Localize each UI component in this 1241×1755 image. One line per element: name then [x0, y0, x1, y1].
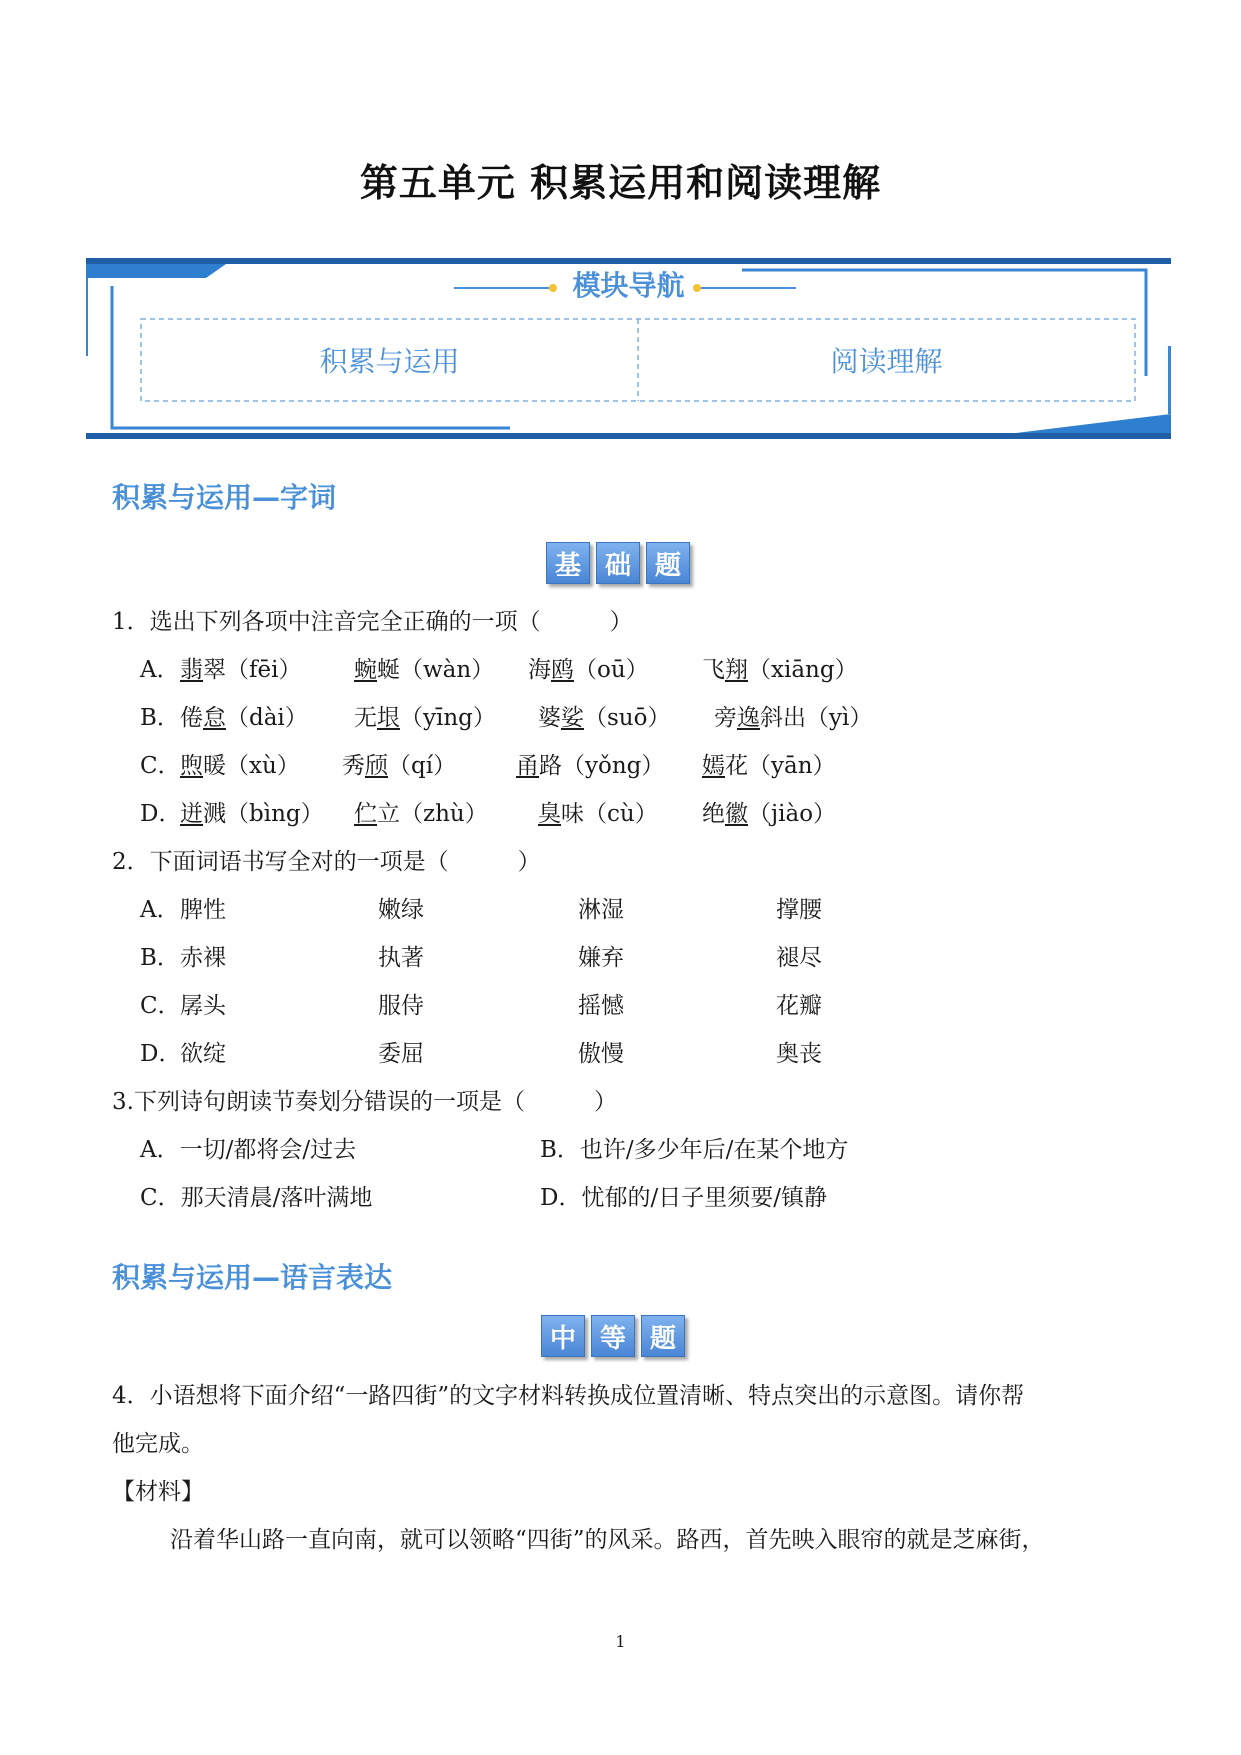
- badge-char: 中: [541, 1315, 585, 1357]
- option-item: 无垠（yīng）: [354, 705, 496, 731]
- question-2-stem: 2．下面词语书写全对的一项是（ ）: [112, 849, 541, 875]
- question-3-option-c[interactable]: C．那天清晨/落叶满地: [140, 1185, 373, 1211]
- option-item: 蜿蜒（wàn）: [354, 657, 495, 683]
- nav-item-accumulation[interactable]: 积累与运用: [319, 345, 460, 378]
- badge-char: 题: [646, 542, 690, 584]
- option-item: 翡翠（fēi）: [180, 657, 302, 683]
- option-item: 迸溅（bìng）: [180, 801, 324, 827]
- option-item: 臭味（cù）: [538, 801, 658, 827]
- option-item: 绝徽（jiào）: [702, 801, 837, 827]
- badge-char: 题: [641, 1315, 685, 1357]
- option-item: 执著: [378, 945, 424, 971]
- option-item: 撑腰: [776, 897, 822, 923]
- question-1-stem: 1．选出下列各项中注音完全正确的一项（ ）: [112, 609, 633, 635]
- option-item: 摇憾: [578, 993, 624, 1019]
- option-item: 脾性: [180, 897, 226, 923]
- option-item: 服侍: [378, 993, 424, 1019]
- badge-char: 等: [591, 1315, 635, 1357]
- option-letter: B．: [140, 705, 180, 731]
- option-letter: D．: [140, 801, 182, 827]
- question-3-option-a[interactable]: A．一切/都将会/过去: [140, 1137, 357, 1163]
- option-item: 飞翔（xiāng）: [702, 657, 858, 683]
- option-item: 褪尽: [776, 945, 822, 971]
- nav-title: 模块导航: [572, 269, 685, 302]
- option-item: 伫立（zhù）: [354, 801, 488, 827]
- question-4-stem-cont: 他完成。: [112, 1431, 204, 1457]
- option-item: 欲绽: [180, 1041, 226, 1067]
- option-item: 婆娑（suō）: [538, 705, 671, 731]
- option-item: 委屈: [378, 1041, 424, 1067]
- page-number: 1: [615, 1632, 626, 1651]
- option-letter: B．: [140, 945, 180, 971]
- option-item: 傲慢: [578, 1041, 624, 1067]
- nav-item-reading[interactable]: 阅读理解: [830, 345, 943, 378]
- page-title: 第五单元 积累运用和阅读理解: [359, 161, 882, 205]
- option-letter: A．: [140, 897, 180, 923]
- material-label: 【材料】: [112, 1479, 204, 1505]
- option-item: 赤裸: [180, 945, 226, 971]
- option-letter: D．: [140, 1041, 182, 1067]
- option-letter: A．: [140, 657, 180, 683]
- material-text: 沿着华山路一直向南，就可以领略“四街”的风采。路西，首先映入眼帘的就是芝麻街，: [170, 1527, 1045, 1553]
- question-3-stem: 3.下列诗句朗读节奏划分错误的一项是（ ）: [112, 1089, 617, 1115]
- option-item: 海鸥（oū）: [528, 657, 649, 683]
- option-item: 秀颀（qí）: [342, 753, 457, 779]
- option-item: 甬路（yǒng）: [516, 753, 665, 779]
- level-badge-basic: [546, 542, 690, 584]
- badge-char: 基: [546, 542, 590, 584]
- question-3-option-d[interactable]: D．忧郁的/日子里须要/镇静: [540, 1185, 827, 1211]
- badge-char: 础: [596, 542, 640, 584]
- option-item: 奥丧: [776, 1041, 822, 1067]
- option-letter: C．: [140, 993, 181, 1019]
- question-4-stem: 4．小语想将下面介绍“一路四街”的文字材料转换成位置清晰、特点突出的示意图。请你帮: [112, 1383, 1025, 1409]
- section-heading-language: 积累与运用—语言表达: [112, 1261, 393, 1294]
- option-item: 淋湿: [578, 897, 624, 923]
- option-item: 花瓣: [776, 993, 822, 1019]
- module-navigation: [86, 256, 1171, 442]
- option-item: 旁逸斜出（yì）: [714, 705, 873, 731]
- question-3-option-b[interactable]: B．也许/多少年后/在某个地方: [540, 1137, 849, 1163]
- section-heading-words: 积累与运用—字词: [112, 481, 337, 514]
- option-item: 嫌弃: [578, 945, 624, 971]
- option-item: 倦怠（dài）: [180, 705, 308, 731]
- option-item: 嫩绿: [378, 897, 424, 923]
- level-badge-medium: [541, 1315, 685, 1357]
- option-item: 煦暖（xù）: [180, 753, 300, 779]
- option-item: 嫣花（yān）: [702, 753, 836, 779]
- option-item: 孱头: [180, 993, 226, 1019]
- option-letter: C．: [140, 753, 181, 779]
